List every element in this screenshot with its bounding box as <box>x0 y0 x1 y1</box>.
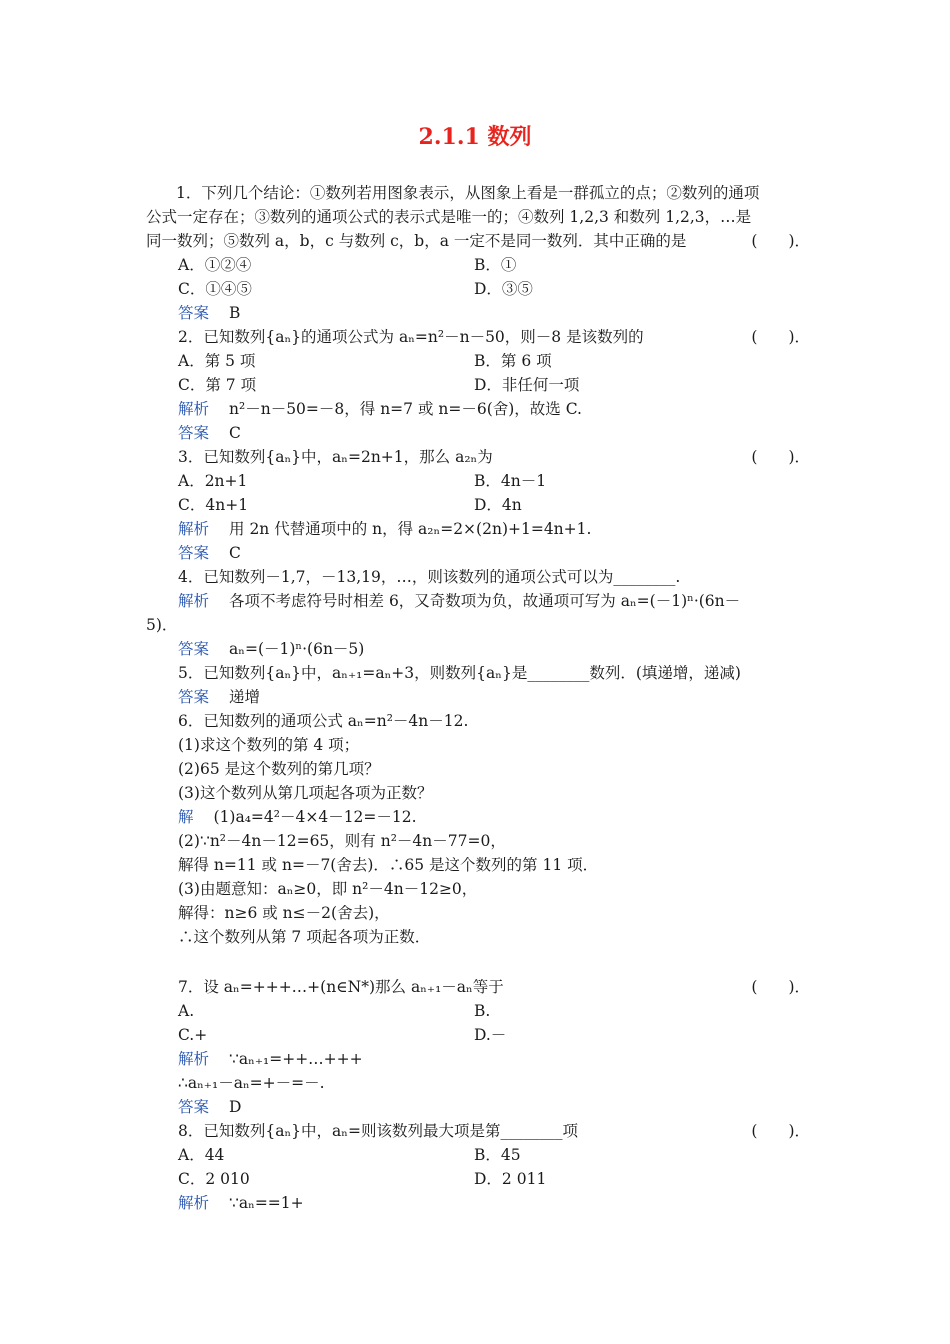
q1-option-a: A．①②④ <box>178 256 252 274</box>
q4-solution <box>178 589 810 613</box>
q2-answer <box>178 421 810 445</box>
solution-label: 解析 <box>178 1194 210 1212</box>
answer-label: 答案 <box>178 1098 210 1116</box>
q8-option-b: B．45 <box>474 1146 521 1164</box>
q3-paren: ( )． <box>751 448 810 466</box>
answer-value: B <box>229 304 241 322</box>
q7-solution <box>178 1047 810 1071</box>
q7-option-c: C.+ <box>178 1026 208 1044</box>
q6-solution-5: 解得：n≥6 或 n≤－2(舍去)， <box>178 904 390 922</box>
q1-line3-row <box>146 229 810 253</box>
q7-paren: ( )． <box>751 978 810 996</box>
q2-solution <box>178 397 810 421</box>
q1-line2: 公式一定存在；③数列的通项公式的表示式是唯一的；④数列 1,2,3 和数列 1,2,3，…是 <box>146 208 752 226</box>
q1-option-b: B．① <box>474 256 517 274</box>
solution-text: ∵aₙ==1+ <box>229 1194 304 1212</box>
q3-solution <box>178 517 810 541</box>
q2-options-ab <box>178 349 810 373</box>
q7-solution-cont: ∴aₙ₊₁－aₙ=+－=－. <box>178 1074 325 1092</box>
q1-line3: 同一数列；⑤数列 a，b，c 与数列 c，b，a 一定不是同一数列．其中正确的是 <box>146 232 687 250</box>
q8-option-d: D．2 011 <box>474 1170 547 1188</box>
q7-options-ab <box>178 999 810 1023</box>
q7-option-a: A. <box>178 1002 195 1020</box>
answer-value: 递增 <box>229 688 261 706</box>
q8-option-a: A．44 <box>178 1146 225 1164</box>
q6-stem: 6．已知数列的通项公式 aₙ=n²－4n－12. <box>178 712 469 730</box>
solution-label: 解 <box>178 808 194 826</box>
q7-stem: 7．设 aₙ=+++…+(n∈N*)那么 aₙ₊₁－aₙ等于 <box>178 978 504 996</box>
q5-stem: 5．已知数列{aₙ}中，aₙ₊₁=aₙ+3，则数列{aₙ}是________数列．(填递增，递减) <box>178 664 741 682</box>
q8-options-ab <box>178 1143 810 1167</box>
q1-answer <box>178 301 810 325</box>
solution-text: 用 2n 代替通项中的 n，得 a₂ₙ=2×(2n)+1=4n+1. <box>229 520 592 538</box>
q7-option-d: D.－ <box>474 1026 507 1044</box>
q8-paren: ( )． <box>751 1122 810 1140</box>
q5-answer <box>178 685 810 709</box>
q2-option-d: D．非任何一项 <box>474 376 580 394</box>
answer-label: 答案 <box>178 640 210 658</box>
q6-solution-3: 解得 n=11 或 n=－7(舍去)．∴65 是这个数列的第 11 项． <box>178 856 599 874</box>
q1-options-cd <box>178 277 810 301</box>
q2-option-c: C．第 7 项 <box>178 376 257 394</box>
q7-stem-row <box>178 975 810 999</box>
solution-text: (1)a₄=4²－4×4－12=－12. <box>213 808 417 826</box>
solution-label: 解析 <box>178 520 210 538</box>
q4-solution-cont: 5)． <box>146 616 178 634</box>
q2-stem-row <box>178 325 810 349</box>
q3-answer <box>178 541 810 565</box>
q4-answer <box>178 637 810 661</box>
spacer <box>178 949 810 975</box>
answer-value: C <box>229 424 241 442</box>
q8-stem: 8．已知数列{aₙ}中，aₙ=则该数列最大项是第________项 <box>178 1122 578 1140</box>
q6-solution-4: (3)由题意知：aₙ≥0，即 n²－4n－12≥0， <box>178 880 478 898</box>
q6-solution-2: (2)∵n²－4n－12=65，则有 n²－4n－77=0， <box>178 832 506 850</box>
q6-solution-6: ∴这个数列从第 7 项起各项为正数． <box>178 928 431 946</box>
q2-option-a: A．第 5 项 <box>178 352 256 370</box>
q1-option-d: D．③⑤ <box>474 280 533 298</box>
q6-part1: (1)求这个数列的第 4 项； <box>178 736 360 754</box>
answer-value: C <box>229 544 241 562</box>
q1-option-c: C．①④⑤ <box>178 280 252 298</box>
answer-label: 答案 <box>178 304 210 322</box>
q8-solution <box>178 1191 810 1215</box>
q8-stem-row <box>178 1119 810 1143</box>
solution-text: n²－n－50=－8，得 n=7 或 n=－6(舍)，故选 C. <box>229 400 582 418</box>
q3-option-a: A．2n+1 <box>178 472 248 490</box>
q3-stem: 3．已知数列{aₙ}中，aₙ=2n+1，那么 a₂ₙ为 <box>178 448 493 466</box>
q2-options-cd <box>178 373 810 397</box>
q1-paren: ( )． <box>751 232 810 250</box>
q7-answer <box>178 1095 810 1119</box>
q1-line1: 1．下列几个结论：①数列若用图象表示，从图象上看是一群孤立的点；②数列的通项 <box>176 184 760 202</box>
q2-option-b: B．第 6 项 <box>474 352 552 370</box>
answer-label: 答案 <box>178 688 210 706</box>
q6-part2: (2)65 是这个数列的第几项？ <box>178 760 380 778</box>
q7-option-b: B. <box>474 1002 491 1020</box>
answer-value: D <box>229 1098 242 1116</box>
answer-label: 答案 <box>178 424 210 442</box>
page-title: 2.1.1 数列 <box>418 124 532 150</box>
document-body <box>146 181 810 1215</box>
q4-stem: 4．已知数列－1,7，－13,19，…，则该数列的通项公式可以为________. <box>178 568 681 586</box>
solution-text: 各项不考虑符号时相差 6，又奇数项为负，故通项可写为 aₙ=(－1)ⁿ·(6n－ <box>229 592 741 610</box>
q3-option-b: B．4n－1 <box>474 472 547 490</box>
q3-option-c: C．4n+1 <box>178 496 249 514</box>
q8-option-c: C．2 010 <box>178 1170 250 1188</box>
q7-options-cd <box>178 1023 810 1047</box>
solution-label: 解析 <box>178 400 210 418</box>
answer-value: aₙ=(－1)ⁿ·(6n－5) <box>229 640 365 658</box>
q3-option-d: D．4n <box>474 496 522 514</box>
q6-solution-1 <box>178 805 810 829</box>
solution-label: 解析 <box>178 1050 210 1068</box>
q2-paren: ( )． <box>751 328 810 346</box>
q1-options-ab <box>178 253 810 277</box>
solution-label: 解析 <box>178 592 210 610</box>
q3-options-ab <box>178 469 810 493</box>
answer-label: 答案 <box>178 544 210 562</box>
q8-options-cd <box>178 1167 810 1191</box>
q6-part3: (3)这个数列从第几项起各项为正数？ <box>178 784 433 802</box>
solution-text: ∵aₙ₊₁=++…+++ <box>229 1050 363 1068</box>
q2-stem: 2．已知数列{aₙ}的通项公式为 aₙ=n²－n－50，则－8 是该数列的 <box>178 328 644 346</box>
q3-stem-row <box>178 445 810 469</box>
q3-options-cd <box>178 493 810 517</box>
